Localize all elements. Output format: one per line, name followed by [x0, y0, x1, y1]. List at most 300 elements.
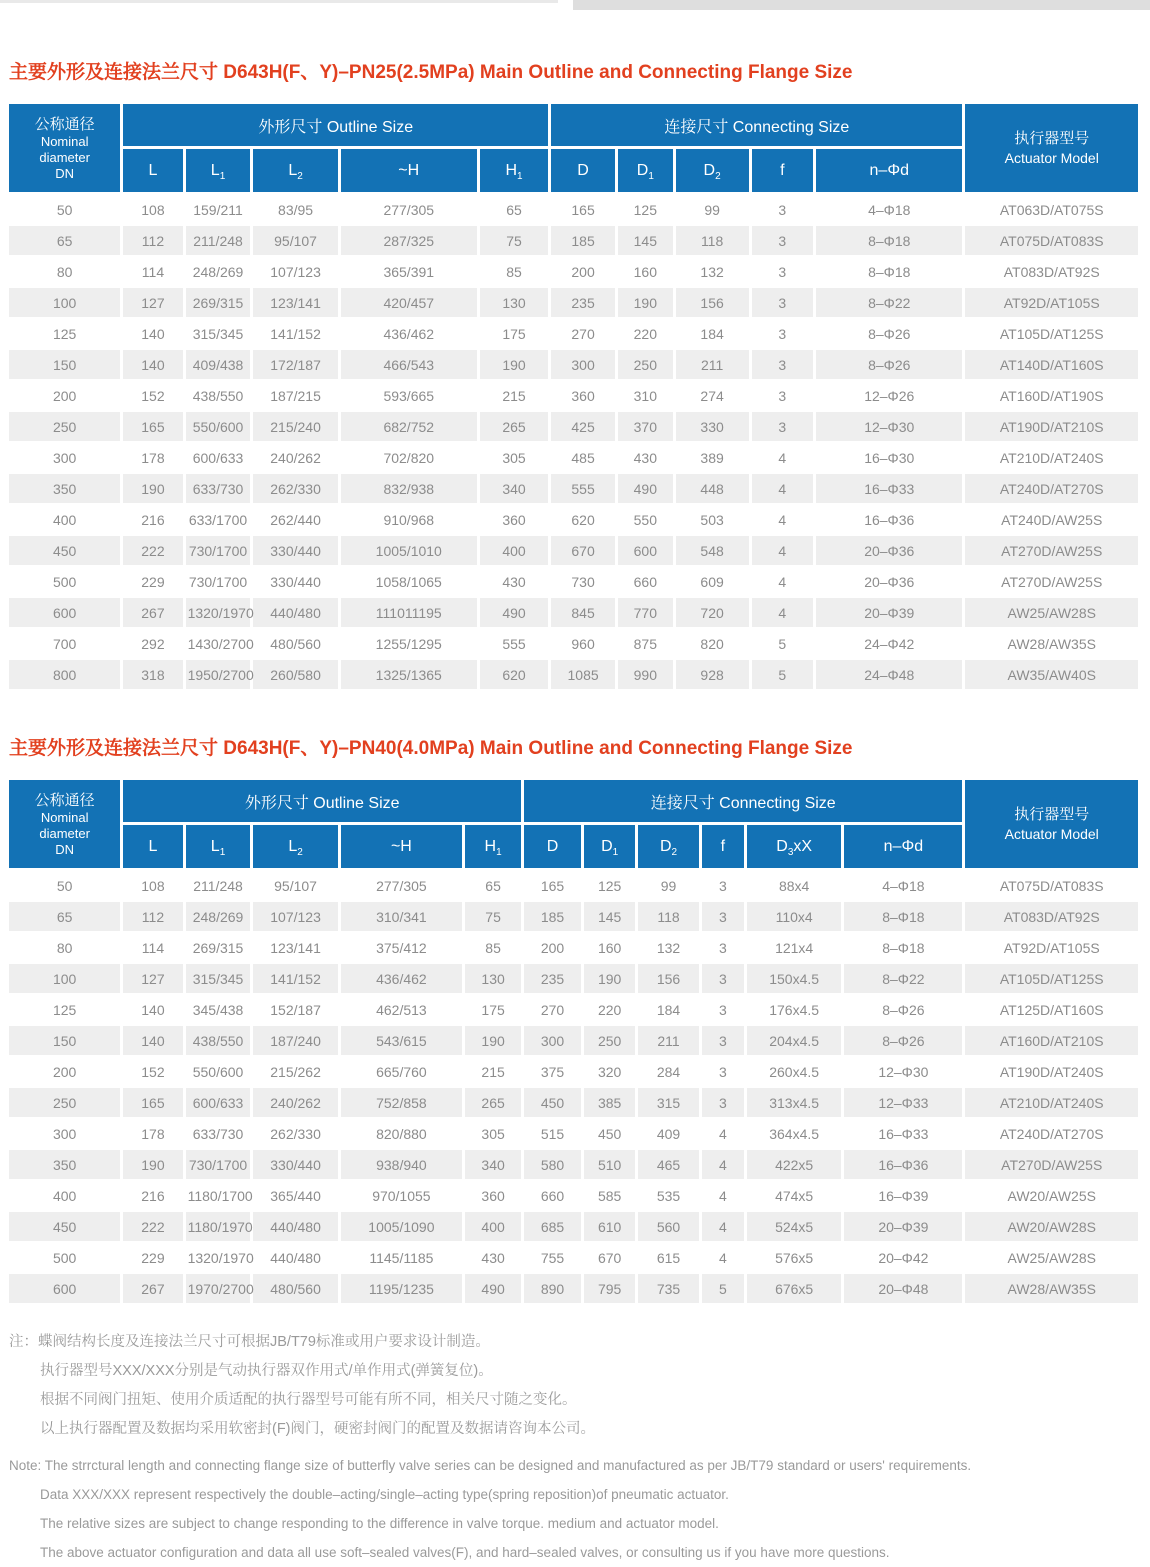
- spec-cell: 160: [618, 257, 676, 288]
- spec-cell: 3: [702, 964, 747, 995]
- spec-cell: 610: [584, 1212, 638, 1243]
- spec-cell: 1058/1065: [341, 567, 480, 598]
- spec-cell: 127: [123, 288, 185, 319]
- spec-cell: 8–Φ26: [816, 319, 965, 350]
- spec-cell: 8–Φ26: [844, 1026, 965, 1057]
- spec-cell: 85: [465, 933, 524, 964]
- spec-cell: 165: [123, 412, 185, 443]
- spec-cell: 140: [123, 995, 185, 1026]
- spec-row-dn-80: [9, 933, 1141, 964]
- note-line-en: The above actuator configuration and data all use soft–sealed valves(F), and hard–sealed valves, or consulting us if you have more questions.: [40, 1545, 890, 1560]
- col-header-nominal-diameter: [9, 104, 123, 195]
- spec-cell: 190: [480, 350, 551, 381]
- spec-cell: 409: [638, 1119, 701, 1150]
- spec-cell: AT083D/AT92S: [965, 902, 1141, 933]
- spec-row-dn-100: [9, 964, 1141, 995]
- spec-cell: 211: [676, 350, 752, 381]
- spec-cell: 3: [752, 381, 817, 412]
- page-edge-strip-left: [0, 0, 558, 3]
- spec-cell: 548: [676, 536, 752, 567]
- spec-cell: 99: [638, 871, 701, 902]
- spec-cell: 262/330: [253, 1119, 340, 1150]
- spec-cell: 480/560: [253, 629, 340, 660]
- note-line-zh: 执行器型号XXX/XXX分别是气动执行器双作用式/单作用式(弹簧复位)。: [40, 1363, 493, 1379]
- spec-cell: 235: [551, 288, 618, 319]
- spec-cell: 95/107: [253, 871, 340, 902]
- spec-cell: 550/600: [186, 1057, 254, 1088]
- spec-cell: 220: [584, 995, 638, 1026]
- spec-cell: 141/152: [253, 964, 340, 995]
- spec-row-dn-200: [9, 381, 1141, 412]
- spec-cell: 211: [638, 1026, 701, 1057]
- spec-cell: 200: [551, 257, 618, 288]
- spec-cell: 330/440: [253, 567, 340, 598]
- spec-cell: 269/315: [186, 933, 254, 964]
- spec-cell: 510: [584, 1150, 638, 1181]
- col-header-n-d: n–Φd: [844, 825, 965, 871]
- spec-cell: 114: [123, 257, 185, 288]
- spec-cell: AW28/AW35S: [965, 629, 1141, 660]
- pn40-table-body: [9, 871, 1141, 1305]
- spec-cell: 550: [618, 505, 676, 536]
- col-header-actuator-model: [965, 780, 1141, 871]
- spec-cell: 141/152: [253, 319, 340, 350]
- spec-cell: 20–Φ36: [816, 536, 965, 567]
- spec-cell: AT92D/AT105S: [965, 288, 1141, 319]
- col-header-l2: $L_2$: [253, 149, 340, 195]
- spec-cell: 1320/1970: [186, 1243, 254, 1274]
- spec-cell: 123/141: [253, 933, 340, 964]
- spec-cell: 660: [618, 567, 676, 598]
- spec-cell: 83/95: [253, 195, 340, 226]
- spec-cell: 127: [123, 964, 185, 995]
- spec-cell: 184: [638, 995, 701, 1026]
- spec-cell: 190: [123, 1150, 185, 1181]
- spec-cell: 12–Φ33: [844, 1088, 965, 1119]
- spec-cell: AT190D/AT240S: [965, 1057, 1141, 1088]
- spec-cell: 365/440: [253, 1181, 340, 1212]
- spec-cell: 1430/2700: [186, 629, 254, 660]
- spec-cell: 1255/1295: [341, 629, 480, 660]
- spec-cell: 609: [676, 567, 752, 598]
- spec-cell: 108: [123, 871, 185, 902]
- spec-cell: 3: [702, 871, 747, 902]
- spec-cell: 108: [123, 195, 185, 226]
- col-header-f: f: [702, 825, 747, 871]
- spec-cell: 65: [9, 902, 123, 933]
- spec-cell: AT160D/AT190S: [965, 381, 1141, 412]
- spec-cell: 4–Φ18: [844, 871, 965, 902]
- dn-header-en-2: diameter: [39, 149, 90, 165]
- spec-cell: 216: [123, 1181, 185, 1212]
- actuator-header-zh: 执行器型号: [1014, 130, 1090, 147]
- spec-cell: 260/580: [253, 660, 340, 691]
- col-header-l: L: [123, 825, 185, 871]
- spec-cell: 700: [9, 629, 123, 660]
- spec-cell: 4: [752, 536, 817, 567]
- spec-cell: 156: [676, 288, 752, 319]
- spec-cell: AW20/AW28S: [965, 1212, 1141, 1243]
- spec-cell: 318: [123, 660, 185, 691]
- spec-cell: 8–Φ22: [844, 964, 965, 995]
- dn-header-en-1: Nominal: [40, 133, 89, 149]
- spec-cell: 16–Φ36: [816, 505, 965, 536]
- spec-cell: 340: [465, 1150, 524, 1181]
- spec-cell: 720: [676, 598, 752, 629]
- spec-cell: AT125D/AT160S: [965, 995, 1141, 1026]
- spec-cell: 300: [551, 350, 618, 381]
- dn-header-en-1: Nominal: [40, 809, 89, 825]
- spec-cell: 222: [123, 1212, 185, 1243]
- spec-cell: 184: [676, 319, 752, 350]
- spec-cell: 3: [702, 902, 747, 933]
- spec-cell: 400: [9, 505, 123, 536]
- col-header-actuator-model: [965, 104, 1141, 195]
- spec-cell: 350: [9, 1150, 123, 1181]
- spec-cell: 107/123: [253, 257, 340, 288]
- col-header-n-d: n–Φd: [816, 149, 965, 195]
- spec-cell: AT240D/AW25S: [965, 505, 1141, 536]
- spec-row-dn-600: [9, 1274, 1141, 1305]
- spec-cell: 176x4.5: [747, 995, 844, 1026]
- spec-cell: AW20/AW25S: [965, 1181, 1141, 1212]
- spec-cell: 400: [9, 1181, 123, 1212]
- spec-cell: 150x4.5: [747, 964, 844, 995]
- spec-cell: 555: [480, 629, 551, 660]
- notes-chinese: [9, 1328, 1150, 1444]
- spec-cell: 4: [752, 474, 817, 505]
- spec-cell: 150: [9, 350, 123, 381]
- spec-cell: 50: [9, 871, 123, 902]
- spec-cell: 8–Φ18: [816, 226, 965, 257]
- spec-cell: 300: [9, 1119, 123, 1150]
- pn25-spec-table: [9, 104, 1141, 691]
- section-title-pn25: 主要外形及连接法兰尺寸 D643H(F、Y)–PN25(2.5MPa) Main Outline and Connecting Flange Size: [9, 62, 853, 83]
- col-group-connecting-size: 连接尺寸 Connecting Size: [551, 104, 965, 149]
- spec-cell: 107/123: [253, 902, 340, 933]
- spec-cell: 114: [123, 933, 185, 964]
- spec-cell: 215/262: [253, 1057, 340, 1088]
- spec-cell: 118: [676, 226, 752, 257]
- spec-cell: 615: [638, 1243, 701, 1274]
- col-header-d2: $D_2$: [676, 149, 752, 195]
- spec-cell: 600: [9, 1274, 123, 1305]
- spec-cell: 430: [465, 1243, 524, 1274]
- spec-cell: 1950/2700: [186, 660, 254, 691]
- spec-cell: 3: [752, 226, 817, 257]
- spec-cell: 270: [524, 995, 584, 1026]
- spec-cell: 267: [123, 598, 185, 629]
- spec-cell: 265: [480, 412, 551, 443]
- col-header-l1: $L_1$: [186, 825, 254, 871]
- spec-cell: 3: [702, 995, 747, 1026]
- spec-cell: AT160D/AT210S: [965, 1026, 1141, 1057]
- spec-cell: 670: [551, 536, 618, 567]
- spec-row-dn-300: [9, 443, 1141, 474]
- spec-cell: 702/820: [341, 443, 480, 474]
- spec-cell: 190: [584, 964, 638, 995]
- col-header-d: D: [551, 149, 618, 195]
- spec-cell: 1320/1970: [186, 598, 254, 629]
- spec-cell: 152/187: [253, 995, 340, 1026]
- spec-cell: 88x4: [747, 871, 844, 902]
- spec-cell: 425: [551, 412, 618, 443]
- spec-cell: 190: [465, 1026, 524, 1057]
- spec-cell: 330: [676, 412, 752, 443]
- spec-cell: 1005/1090: [341, 1212, 466, 1243]
- spec-cell: 436/462: [341, 964, 466, 995]
- spec-cell: 65: [9, 226, 123, 257]
- spec-cell: 438/550: [186, 381, 254, 412]
- spec-cell: 370: [618, 412, 676, 443]
- spec-cell: 420/457: [341, 288, 480, 319]
- spec-cell: 8–Φ18: [844, 933, 965, 964]
- spec-cell: 928: [676, 660, 752, 691]
- spec-cell: 448: [676, 474, 752, 505]
- spec-cell: 3: [752, 319, 817, 350]
- spec-cell: 111011195: [341, 598, 480, 629]
- spec-cell: 730: [551, 567, 618, 598]
- spec-cell: 262/440: [253, 505, 340, 536]
- spec-cell: 8–Φ26: [844, 995, 965, 1026]
- spec-row-dn-400: [9, 1181, 1141, 1212]
- spec-cell: 330/440: [253, 1150, 340, 1181]
- spec-cell: 3: [752, 195, 817, 226]
- spec-cell: 430: [618, 443, 676, 474]
- spec-cell: 250: [9, 412, 123, 443]
- spec-cell: 140: [123, 319, 185, 350]
- spec-cell: 3: [752, 350, 817, 381]
- spec-cell: 770: [618, 598, 676, 629]
- spec-cell: 204x4.5: [747, 1026, 844, 1057]
- spec-cell: 215/240: [253, 412, 340, 443]
- spec-cell: 620: [551, 505, 618, 536]
- spec-row-dn-500: [9, 1243, 1141, 1274]
- spec-cell: 65: [465, 871, 524, 902]
- spec-cell: 165: [123, 1088, 185, 1119]
- spec-cell: 125: [584, 871, 638, 902]
- spec-cell: 400: [465, 1212, 524, 1243]
- spec-cell: 270: [551, 319, 618, 350]
- spec-cell: 310: [618, 381, 676, 412]
- spec-row-dn-250: [9, 1088, 1141, 1119]
- spec-cell: 216: [123, 505, 185, 536]
- spec-cell: 95/107: [253, 226, 340, 257]
- spec-cell: 222: [123, 536, 185, 567]
- spec-cell: 265: [465, 1088, 524, 1119]
- spec-cell: 4: [752, 443, 817, 474]
- spec-cell: 277/305: [341, 871, 466, 902]
- spec-cell: 1145/1185: [341, 1243, 466, 1274]
- spec-cell: 200: [9, 1057, 123, 1088]
- spec-cell: 555: [551, 474, 618, 505]
- spec-cell: AT92D/AT105S: [965, 933, 1141, 964]
- spec-cell: 100: [9, 964, 123, 995]
- spec-cell: 24–Φ48: [816, 660, 965, 691]
- spec-cell: 284: [638, 1057, 701, 1088]
- spec-cell: 474x5: [747, 1181, 844, 1212]
- spec-row-dn-125: [9, 319, 1141, 350]
- spec-cell: 75: [480, 226, 551, 257]
- spec-cell: 820: [676, 629, 752, 660]
- spec-cell: 676x5: [747, 1274, 844, 1305]
- spec-cell: 12–Φ30: [816, 412, 965, 443]
- spec-row-dn-65: [9, 902, 1141, 933]
- spec-cell: 215: [480, 381, 551, 412]
- spec-cell: 485: [551, 443, 618, 474]
- spec-cell: AT105D/AT125S: [965, 319, 1141, 350]
- spec-cell: 665/760: [341, 1057, 466, 1088]
- spec-cell: 682/752: [341, 412, 480, 443]
- spec-cell: 165: [551, 195, 618, 226]
- dn-header-zh: 公称通径: [34, 115, 95, 133]
- spec-cell: 248/269: [186, 257, 254, 288]
- spec-cell: 130: [465, 964, 524, 995]
- spec-cell: 110x4: [747, 902, 844, 933]
- spec-cell: 4: [752, 598, 817, 629]
- spec-cell: 16–Φ39: [844, 1181, 965, 1212]
- section-title-pn40: 主要外形及连接法兰尺寸 D643H(F、Y)–PN40(4.0MPa) Main Outline and Connecting Flange Size: [9, 738, 853, 759]
- spec-cell: 211/248: [186, 871, 254, 902]
- spec-row-dn-400: [9, 505, 1141, 536]
- spec-cell: 832/938: [341, 474, 480, 505]
- spec-cell: 3: [702, 1057, 747, 1088]
- spec-cell: 490: [465, 1274, 524, 1305]
- spec-cell: 16–Φ36: [844, 1150, 965, 1181]
- spec-row-dn-700: [9, 629, 1141, 660]
- spec-cell: 503: [676, 505, 752, 536]
- spec-cell: 755: [524, 1243, 584, 1274]
- actuator-header-en: Actuator Model: [1004, 150, 1099, 166]
- spec-row-dn-150: [9, 1026, 1141, 1057]
- spec-cell: 450: [9, 536, 123, 567]
- spec-cell: 462/513: [341, 995, 466, 1026]
- spec-cell: 250: [618, 350, 676, 381]
- spec-cell: 292: [123, 629, 185, 660]
- spec-cell: 389: [676, 443, 752, 474]
- spec-cell: AT083D/AT92S: [965, 257, 1141, 288]
- spec-cell: 4: [752, 505, 817, 536]
- spec-cell: AT063D/AT075S: [965, 195, 1141, 226]
- spec-cell: 16–Φ30: [816, 443, 965, 474]
- spec-cell: 80: [9, 933, 123, 964]
- spec-cell: 375/412: [341, 933, 466, 964]
- col-header-l: L: [123, 149, 185, 195]
- spec-cell: 543/615: [341, 1026, 466, 1057]
- col-group-outline-size: 外形尺寸 Outline Size: [123, 780, 524, 825]
- spec-cell: 490: [618, 474, 676, 505]
- spec-cell: 100: [9, 288, 123, 319]
- spec-cell: 145: [618, 226, 676, 257]
- spec-cell: 735: [638, 1274, 701, 1305]
- spec-cell: 315/345: [186, 964, 254, 995]
- spec-cell: 600/633: [186, 443, 254, 474]
- spec-cell: 274: [676, 381, 752, 412]
- spec-row-dn-50: [9, 195, 1141, 226]
- col-header-l1: $L_1$: [186, 149, 254, 195]
- spec-cell: 3: [752, 412, 817, 443]
- col-header-~h: ~H: [341, 825, 466, 871]
- spec-cell: 4: [702, 1119, 747, 1150]
- spec-cell: 125: [9, 995, 123, 1026]
- spec-cell: AT270D/AW25S: [965, 536, 1141, 567]
- spec-cell: AT210D/AT240S: [965, 443, 1141, 474]
- spec-cell: 152: [123, 1057, 185, 1088]
- col-group-outline-size: 外形尺寸 Outline Size: [123, 104, 551, 149]
- col-header-d2: $D_2$: [638, 825, 701, 871]
- spec-row-dn-100: [9, 288, 1141, 319]
- spec-cell: 315: [638, 1088, 701, 1119]
- spec-cell: 3: [702, 1088, 747, 1119]
- spec-cell: 795: [584, 1274, 638, 1305]
- spec-cell: 4: [752, 567, 817, 598]
- spec-cell: 633/730: [186, 1119, 254, 1150]
- spec-cell: 16–Φ33: [816, 474, 965, 505]
- spec-row-dn-125: [9, 995, 1141, 1026]
- spec-row-dn-450: [9, 1212, 1141, 1243]
- spec-cell: 20–Φ42: [844, 1243, 965, 1274]
- spec-cell: 125: [9, 319, 123, 350]
- spec-cell: 200: [524, 933, 584, 964]
- spec-cell: 12–Φ30: [844, 1057, 965, 1088]
- spec-cell: AW25/AW28S: [965, 598, 1141, 629]
- dn-header-en-3: DN: [55, 841, 75, 857]
- spec-cell: 20–Φ39: [816, 598, 965, 629]
- spec-cell: 310/341: [341, 902, 466, 933]
- spec-cell: 430: [480, 567, 551, 598]
- spec-cell: 560: [638, 1212, 701, 1243]
- spec-row-dn-150: [9, 350, 1141, 381]
- spec-cell: 260x4.5: [747, 1057, 844, 1088]
- spec-cell: 8–Φ26: [816, 350, 965, 381]
- spec-cell: 130: [480, 288, 551, 319]
- spec-cell: 112: [123, 226, 185, 257]
- spec-cell: 524x5: [747, 1212, 844, 1243]
- spec-cell: 250: [9, 1088, 123, 1119]
- spec-cell: AT270D/AW25S: [965, 567, 1141, 598]
- spec-cell: 165: [524, 871, 584, 902]
- spec-cell: 515: [524, 1119, 584, 1150]
- spec-cell: 685: [524, 1212, 584, 1243]
- spec-cell: 229: [123, 1243, 185, 1274]
- spec-cell: 752/858: [341, 1088, 466, 1119]
- spec-cell: 240/262: [253, 443, 340, 474]
- spec-row-dn-600: [9, 598, 1141, 629]
- spec-cell: 187/240: [253, 1026, 340, 1057]
- spec-row-dn-300: [9, 1119, 1141, 1150]
- spec-cell: 140: [123, 1026, 185, 1057]
- spec-row-dn-800: [9, 660, 1141, 691]
- spec-cell: 360: [551, 381, 618, 412]
- spec-cell: 620: [480, 660, 551, 691]
- spec-cell: 938/940: [341, 1150, 466, 1181]
- spec-cell: 300: [9, 443, 123, 474]
- spec-cell: 300: [524, 1026, 584, 1057]
- group-header-row: [9, 780, 1141, 825]
- spec-cell: 670: [584, 1243, 638, 1274]
- spec-cell: 910/968: [341, 505, 480, 536]
- spec-cell: AT240D/AT270S: [965, 474, 1141, 505]
- spec-cell: AW25/AW28S: [965, 1243, 1141, 1274]
- spec-cell: 85: [480, 257, 551, 288]
- spec-cell: 187/215: [253, 381, 340, 412]
- spec-cell: 8–Φ18: [816, 257, 965, 288]
- spec-cell: 440/480: [253, 598, 340, 629]
- spec-row-dn-350: [9, 474, 1141, 505]
- spec-cell: AT240D/AT270S: [965, 1119, 1141, 1150]
- spec-cell: 132: [638, 933, 701, 964]
- spec-cell: 450: [9, 1212, 123, 1243]
